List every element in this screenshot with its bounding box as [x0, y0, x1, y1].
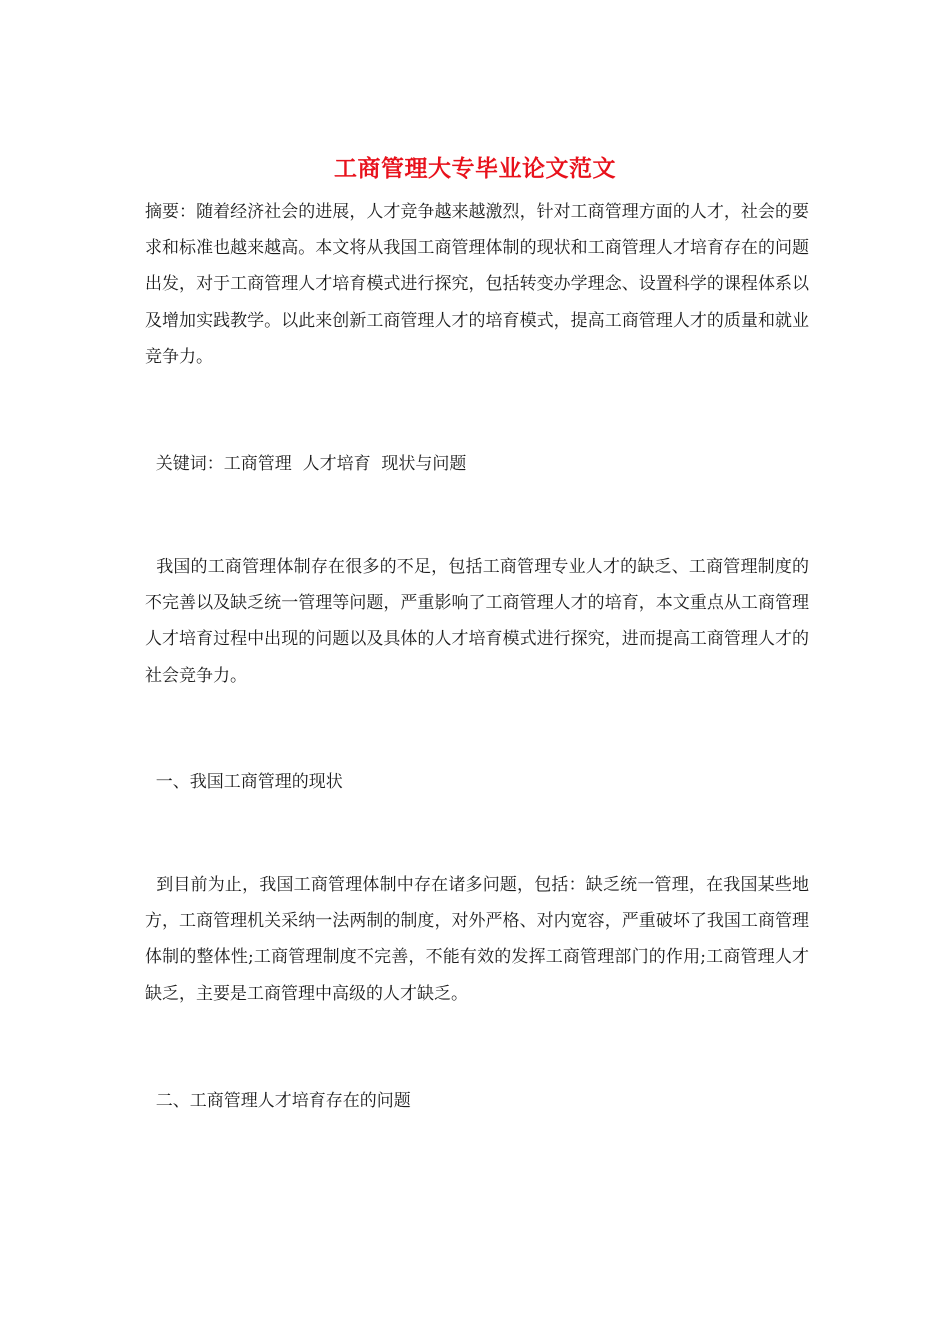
- section-body-1: 到目前为止，我国工商管理体制中存在诸多问题，包括：缺乏统一管理，在我国某些地方，工商管理机关采纳一法两制的制度，对外严格、对内宽容，严重破坏了我国工商管理体制的整体性;工商管理制度不完善，不能有效的发挥工商管理部门的作用;工商管理人才缺乏，主要是工商管理中高级的人才缺乏。: [145, 875, 810, 1004]
- keywords-line: 关键词：工商管理 人才培育 现状与问题: [145, 454, 467, 474]
- section-heading-1: 一、我国工商管理的现状: [145, 772, 343, 792]
- abstract-paragraph: 摘要：随着经济社会的进展，人才竞争越来越激烈，针对工商管理方面的人才，社会的要求和标准也越来越高。本文将从我国工商管理体制的现状和工商管理人才培育存在的问题出发，对于工商管理人才培育模式进行探究，包括转变办学理念、设置科学的课程体系以及增加实践教学。以此来创新工商管理人才的培育模式，提高工商管理人才的质量和就业竞争力。: [145, 202, 809, 367]
- section-heading-2: 二、工商管理人才培育存在的问题: [145, 1091, 411, 1111]
- document-title: 工商管理大专毕业论文范文: [334, 155, 616, 182]
- intro-paragraph: 我国的工商管理体制存在很多的不足，包括工商管理专业人才的缺乏、工商管理制度的不完善以及缺乏统一管理等问题，严重影响了工商管理人才的培育，本文重点从工商管理人才培育过程中出现的问题以及具体的人才培育模式进行探究，进而提高工商管理人才的社会竞争力。: [145, 557, 810, 686]
